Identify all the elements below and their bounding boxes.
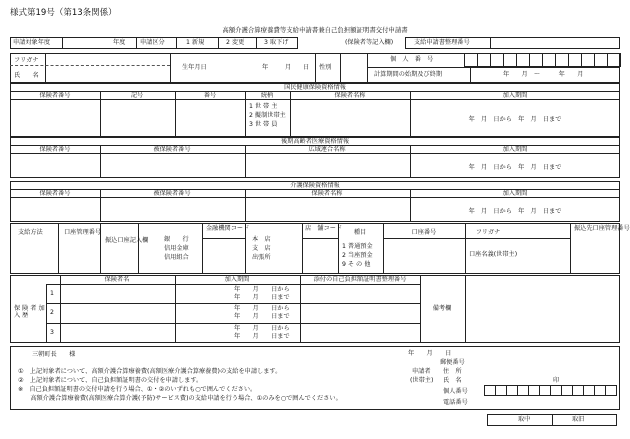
personal-no-digit[interactable] bbox=[568, 53, 582, 67]
insurer-column-label: (保険者等記入欄) bbox=[345, 39, 394, 46]
ltc-period-value: 年 月 日から 年 月 日まで bbox=[468, 208, 562, 215]
footer-line-4: 高額介護合算療養費(高額医療合算介護(予防)サービス費)の支給申請を行う場合、①のみを○で囲んでください。 bbox=[18, 395, 342, 402]
personal-no-digit[interactable] bbox=[581, 53, 595, 67]
hist-r2-to: 年 月 日まで bbox=[234, 313, 290, 320]
elderly-period-value: 年 月 日から 年 月 日まで bbox=[468, 164, 562, 171]
nhi-col-number: 番号 bbox=[203, 92, 217, 99]
stamp-1: 取中 bbox=[518, 416, 531, 423]
ltc-col-insured-no: 被保険者番号 bbox=[153, 190, 191, 197]
ltc-col-period: 加入期間 bbox=[502, 190, 528, 197]
furigana-label: フリガナ bbox=[14, 57, 39, 64]
birth-month-unit: 月 bbox=[285, 64, 292, 71]
personal-no-digit[interactable] bbox=[490, 53, 504, 67]
relation-head[interactable]: 1 世 帯 主 bbox=[249, 103, 278, 110]
nhi-heading: 国民健康保険資格情報 bbox=[284, 84, 346, 91]
personal-no-digit[interactable] bbox=[542, 53, 556, 67]
applicant-personal-no-digit[interactable] bbox=[605, 385, 617, 396]
personal-no-digit[interactable] bbox=[529, 53, 543, 67]
hist-r1-from: 年 月 日から bbox=[234, 286, 290, 293]
notes-label: 備考欄 bbox=[432, 305, 452, 312]
option-new[interactable]: 1 新規 bbox=[186, 39, 205, 46]
branch-branch[interactable]: 支 店 bbox=[252, 245, 271, 252]
personal-no-digit[interactable] bbox=[555, 53, 569, 67]
transfer-label: 振込口座記入欄 bbox=[105, 237, 149, 244]
method-label: 支給方法 bbox=[18, 229, 43, 236]
personal-no-digit[interactable] bbox=[594, 53, 608, 67]
footer-line-1: ① 上記対象者について、高額介護合算療養費(高額医療介護合算療養費)の支給を申請します。 bbox=[18, 368, 282, 375]
nhi-col-relation: 続柄 bbox=[260, 92, 274, 99]
applicant-sub-label: (世帯主) bbox=[410, 377, 434, 384]
nhi-col-insurer-name: 保険者名称 bbox=[334, 92, 366, 99]
history-block bbox=[10, 275, 620, 343]
institution-kumiai[interactable]: 信用組合 bbox=[164, 254, 189, 261]
kind-ordinary[interactable]: 1 普通預金 bbox=[342, 243, 373, 250]
relation-deemed-head[interactable]: 2 擬制世帯主 bbox=[249, 112, 286, 119]
fiscal-year-label: 申請対象年度 bbox=[13, 39, 51, 46]
holder-label: 口座名義(世帯主) bbox=[469, 251, 518, 258]
hist-r1-to: 年 月 日まで bbox=[234, 294, 290, 301]
option-change[interactable]: 2 変更 bbox=[226, 39, 245, 46]
personal-no-digit[interactable] bbox=[516, 53, 530, 67]
sex-label: 性別 bbox=[319, 64, 332, 71]
elderly-col-insured-no: 被保険者番号 bbox=[153, 146, 191, 153]
account-no-label: 口座管理番号 bbox=[64, 229, 102, 236]
branch-head-office[interactable]: 本 店 bbox=[252, 236, 271, 243]
elderly-heading: 後期高齢者医療資格情報 bbox=[280, 138, 350, 145]
applicant-label: 申請者 bbox=[412, 368, 431, 375]
hist-col-insurer: 保険者名 bbox=[104, 276, 130, 283]
birthdate-label: 生年月日 bbox=[182, 64, 207, 71]
hist-row-1: 1 bbox=[50, 290, 54, 297]
ltc-heading: 介護保険資格情報 bbox=[290, 182, 340, 189]
fiscal-year-unit: 年度 bbox=[113, 39, 126, 46]
dest-account-label: 振込先口座管理番号 bbox=[574, 225, 630, 232]
calc-period-value: 年 月 〜 年 月 bbox=[503, 71, 584, 78]
institution-shinkin[interactable]: 信用金庫 bbox=[164, 245, 189, 252]
nhi-period-value: 年 月 日から 年 月 日まで bbox=[468, 116, 562, 123]
kind-label: 種目 bbox=[353, 229, 367, 236]
hist-row-2: 2 bbox=[50, 309, 54, 316]
hist-col-cert-no: 添付の自己負担額証明書整理番号 bbox=[313, 276, 407, 283]
hist-r3-from: 年 月 日から bbox=[234, 325, 290, 332]
personal-no-digit[interactable] bbox=[503, 53, 517, 67]
personal-no-digit[interactable] bbox=[477, 53, 491, 67]
ref-no-label: 支給申請書整理番号 bbox=[414, 39, 470, 46]
addressee: 三朝町長 様 bbox=[32, 351, 76, 358]
hist-r3-to: 年 月 日まで bbox=[234, 333, 290, 340]
nhi-col-insurer-no: 保険者番号 bbox=[39, 92, 71, 99]
applicant-personal-no-label: 個人番号 bbox=[443, 388, 468, 395]
holder-furigana-label: フリガナ bbox=[475, 229, 501, 236]
zip-label: 郵便番号 bbox=[440, 359, 465, 366]
category-label: 申請区分 bbox=[140, 39, 165, 46]
birth-day-unit: 日 bbox=[303, 64, 310, 71]
address-label: 住 所 bbox=[443, 368, 462, 375]
personal-no-digit[interactable] bbox=[464, 53, 478, 67]
seal-mark: 印 bbox=[553, 377, 560, 384]
institution-code-label: 金融機関コード bbox=[206, 225, 250, 232]
birth-year-unit: 年 bbox=[262, 64, 269, 71]
footer-line-2: ② 上記対象者について、自己負担額証明書の交付を申請します。 bbox=[18, 377, 203, 384]
hist-r2-from: 年 月 日から bbox=[234, 305, 290, 312]
elderly-col-union-name: 広域連合名称 bbox=[308, 146, 346, 153]
elderly-col-period: 加入期間 bbox=[502, 146, 528, 153]
ltc-col-insurer-no: 保険者番号 bbox=[39, 190, 71, 197]
hist-row-3: 3 bbox=[50, 329, 54, 336]
institution-bank[interactable]: 銀 行 bbox=[164, 236, 189, 243]
personal-no-digit[interactable] bbox=[607, 53, 621, 67]
period-label: 計算期間の始期及び終期 bbox=[374, 71, 443, 78]
phone-label: 電話番号 bbox=[443, 399, 468, 406]
account-number-label: 口座番号 bbox=[411, 229, 437, 236]
applicant-name-label: 氏 名 bbox=[443, 377, 462, 384]
nhi-col-symbol: 記号 bbox=[130, 92, 144, 99]
kind-other[interactable]: 9 そ の 他 bbox=[342, 261, 371, 268]
elderly-col-insurer-no: 保険者番号 bbox=[39, 146, 71, 153]
history-side-label: 保 険 者 加 入 歴 bbox=[14, 305, 45, 320]
page-title: 高額介護合算療養費等支給申請書兼自己負担額証明書交付申請書 bbox=[222, 26, 408, 34]
personal-no-label: 個 人 番 号 bbox=[390, 56, 434, 63]
footer-line-3: ※ 自己負担額証明書の交付申請を行う場合、①・②のいずれも○で囲んでください。 bbox=[18, 386, 257, 393]
option-withdraw[interactable]: 3 取下げ bbox=[264, 39, 289, 46]
kind-current[interactable]: 2 当座預金 bbox=[342, 252, 373, 259]
relation-member[interactable]: 3 世 帯 員 bbox=[249, 121, 278, 128]
branch-sub-office[interactable]: 出張所 bbox=[252, 254, 271, 261]
name-label: 氏 名 bbox=[14, 72, 39, 79]
stamp-2: 取旧 bbox=[572, 416, 585, 423]
branch-code-label: 店 舗コード bbox=[305, 225, 343, 232]
hist-col-period: 加入期間 bbox=[224, 276, 250, 283]
application-date: 年 月 日 bbox=[408, 350, 452, 357]
nhi-col-period: 加入期間 bbox=[502, 92, 528, 99]
form-number: 様式第19号（第13条関係） bbox=[10, 8, 117, 18]
ltc-col-insurer-name: 保険者名称 bbox=[311, 190, 343, 197]
